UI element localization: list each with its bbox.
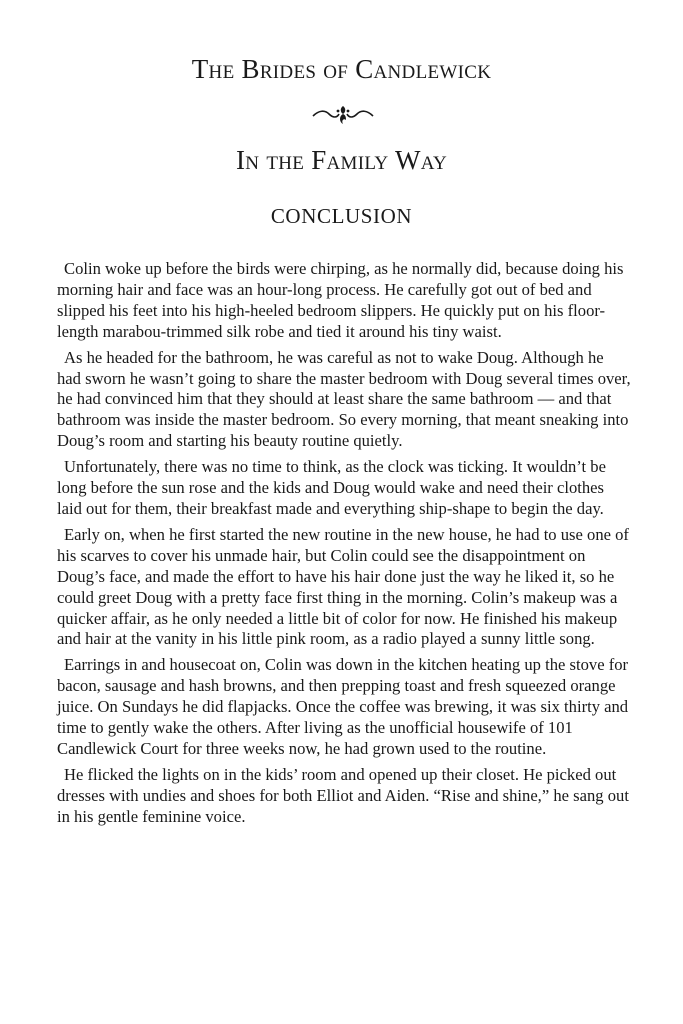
paragraph: Early on, when he first started the new routine in the new house, he had to use one of his scarves to cover his unmade hair, but Colin could see the disappointment on Doug’s face, and made the effort to have his hair done just the way he liked it, so he could greet Doug with a pretty face first thing in the morning. Colin’s makeup was a quicker affair, as he only needed a little bit of color for now. He finished his makeup and hair at the vanity in his little pink room, as a radio played a sunny little song. (57, 524, 629, 649)
book-title: The Brides of Candlewick (191, 54, 492, 84)
chapter-title: In the Family Way (235, 145, 448, 175)
paragraph: Unfortunately, there was no time to think, as the clock was ticking. It wouldn’t be long before the sun rose and the kids and Doug would wake and need their clothes laid out for them, their breakfast made and everything ship-shape to begin the day. (57, 457, 606, 518)
paragraph: Earrings in and housecoat on, Colin was down in the kitchen heating up the stove for bacon, sausage and hash browns, and then prepping toast and fresh squeezed orange juice. On Sundays he did flapjacks. Once the coffee was brewing, it was six thirty and time to gently wake the others. After living as the unofficial housewife of 101 Candlewick Court for three weeks now, he had grown used to the routine. (57, 655, 629, 758)
section-title: CONCLUSION (270, 204, 413, 228)
paragraph: As he headed for the bathroom, he was careful as not to wake Doug. Although he had sworn he wasn’t going to share the master bedroom with Doug several times over, he had convinced him that they should at least share the same bathroom — and that bathroom was inside the master bedroom. So every morning, that meant sneaking into Doug’s room and starting his beauty routine quietly. (57, 347, 631, 451)
fleuron-icon (311, 102, 375, 128)
paragraph: Colin woke up before the birds were chirping, as he normally did, because doing his morning hair and face was an hour-long process. He carefully got out of bed and slipped his feet into his high-heeled bedroom slippers. He quickly put on his floor-length marabou-trimmed silk robe and tied it around his tiny waist. (57, 259, 624, 341)
paragraph: He flicked the lights on in the kids’ room and opened up their closet. He picked out dresses with undies and shoes for both Elliot and Aiden. “Rise and shine,” he sang out in his gentle feminine voice. (57, 764, 629, 826)
body-text (57, 259, 631, 833)
